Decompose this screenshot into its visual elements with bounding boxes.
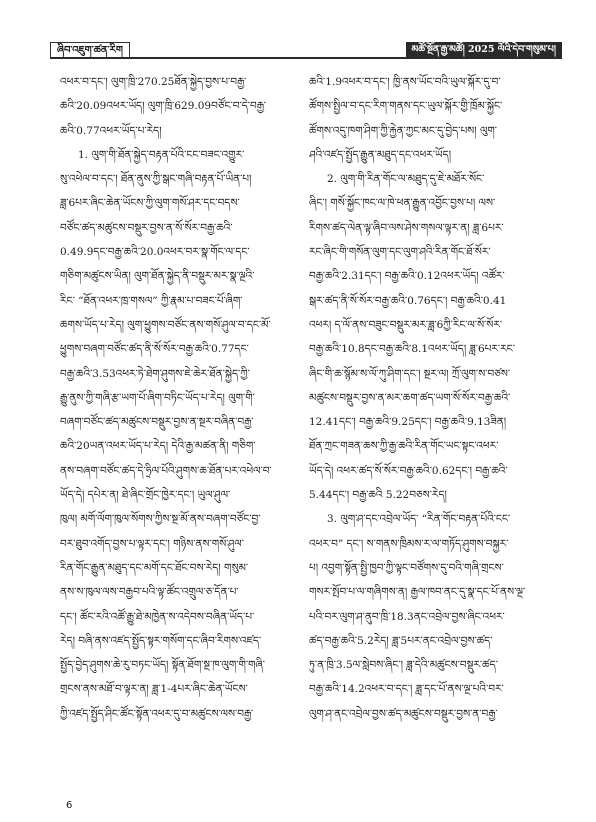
text-line: པ། འབྱག་སྟོན་སྤྱི་ཁྱབ་ཀྱི་ལྟང་བཙོགས་དུ་བའི་གཞི་གྲངས་: [309, 561, 504, 574]
page-header: [0, 42, 596, 58]
journal-title: མཚོ་སྔོན་རྒྱ་མཚོ། 2025 ལོའི་དེབ་གསུམ་པ།: [406, 42, 562, 57]
page-number: 6: [66, 800, 73, 811]
text-line: ཚོགས་སྤྱིལ་བ་དང་རིག་གནས་དང་ཡུལ་སྐོར་གྱི་ཁྲོམ་སྐྱོང་: [309, 100, 503, 113]
text-line: གཅིག་མཚུངས་ཡིན། ལུག་ཐོན་སྐྱེད་ནི་བསྡུར་མར་སྣ་ལྔའི་: [60, 270, 255, 283]
text-line: རིན་གོང་རྒྱུན་མཐུད་དང་མགོ་དང་ཐོང་བས་རེད། གསུམ་: [60, 561, 249, 574]
text-line: 2. ལུག་གི་རིན་གོང་ལ་མཐུད་དུ་ཇེ་མཐོར་སོང་: [327, 173, 485, 186]
text-line: མཚུངས་བསྡུར་བྱས་ན་མར་ཆག་ཚད་ཡག་སོ་སོར་བརྒྱ་ཆའི་: [309, 391, 511, 404]
text-line: ཚོགས་འདུ་ཁག་ཤིག་ཀྱི་རྐྱེན་ཀྱང་མང་དུ་བྱེད་པས། ལུག་: [309, 124, 497, 137]
text-line: རིང་ “ཐོན་འཕར་ཁྲ་གསལ” ཀྱི་རྣམ་པ་བཟང་པོ་ཞིག་: [60, 294, 243, 307]
text-line: གསར་སྤོབ་པ་ལ་གཞིགས་ན། རྒྱལ་ཁབ་ནང་དུ་སྣ་དང་པོ་ནས་ལྔ་: [309, 586, 526, 599]
text-line: ཏུ་ན་ཁྲི་3.5ལ་སླེབས་ཞིང་། ཟླ་དེའི་མཚུངས་བསྡུར་ཚད་: [309, 659, 498, 672]
text-line: གྲངས་ནས་མཐོ་བ་ལྟར་ན། ཟླ་1-4པར་ཞིང་ཆེན་ཡོངས་: [60, 683, 248, 696]
text-line: ཆའི་0.77འཕར་ཡོད་པ་རེད།: [60, 124, 162, 137]
text-line: སྤྱོད་བྱེད་ཤུགས་ཆེ་རུ་བཏང་ཡོད། སྟོན་ཐོག་སྔ་ཁ་ལུག་གི་གཞི་: [60, 659, 265, 672]
text-line: རང་ཞིང་གི་གསོན་ལུག་དང་ལུག་ཤའི་རིན་གོང་ཐོ་སོར་: [309, 246, 491, 259]
text-line: བཙོང་ཚད་མཚུངས་བསྡུར་བྱས་ན་སོ་སོར་བརྒྱ་ཆའི་: [60, 221, 233, 234]
text-line: སུ་འཕེལ་བ་དང་། ཐོན་ནུས་ཀྱི་སྒང་གཞི་བརྟན་པོ་ཡིན་པ།: [60, 173, 252, 186]
text-line: ཤའི་འཛད་སྤྱོད་རྒྱུན་མཐུད་དང་འཕར་ཡོད།: [309, 148, 452, 161]
text-line: ཆའི་20ཡན་འཕར་ཡོད་པ་རེད། དེའི་རྒྱ་མཚན་ནི། གཅིག་: [60, 440, 256, 453]
text-line: ཡོད་དེ། དཔེར་ན། ཐེ་ཞིང་གྲོང་ཁྱེར་དང་། ཡུལ་ཤུལ་: [60, 489, 231, 502]
text-line: འཕར་བ་དང་། ལུག་ཁྲི་270.25ཐོན་སྐྱེད་བྱས་པ་བརྒྱ་: [60, 76, 247, 88]
text-line: འཕར། ད་ལོ་ནས་བཟུང་བསྡུར་མར་ཟླ་6ཀྱི་རིང་ལ་སོ་སོར་: [309, 318, 503, 331]
text-line: རིགས་ཚད་ལེན་ལྟ་ཞིབ་ལས་ཤེས་གསལ་ལྟར་ན། ཟླ་6པར་: [309, 221, 504, 234]
text-line: ཞིང་། གསོ་སྐྱོང་ཁང་ལ་ཁེ་ཕན་རྒྱུན་འབྱོང་བྱས་པ། ལས་: [309, 197, 496, 210]
header-rule: [50, 57, 562, 59]
text-line: རེད། བཞི་ནས་འཛད་སྤྱོད་སྟར་གསོག་དང་ཞིབ་རིགས་འཛད་: [60, 634, 262, 647]
right-text-column: [309, 70, 545, 726]
text-line: 3. ལུག་ཤ་དང་འབྲེལ་ཡོད་ “རིན་གོང་བརྟན་པོའི་ངང་: [327, 513, 511, 526]
text-line: ཚད་བརྒྱ་ཆའི་5.2རེད། ཟླ་5པར་ནང་འབྲེལ་བྱས་ཚད་: [309, 634, 493, 647]
text-line: འཕར་བ” དང་། ས་གནས་ཁྲིམས་ར་ལ་གཏོད་ཤུགས་བསྐྱར་: [309, 537, 509, 550]
text-line: ཐོན་ཀྲང་གཟན་ཆས་ཀྱི་རྒྱ་ཆའི་རིན་གོང་ཡང་སྟང་འཕར་: [309, 440, 499, 453]
text-line: ཞིང་གི་ཆ་སྙོམ་ས་ལོ་ཀུ་ཤིག་དང་། སྔར་ལ། ཀྲོ་ལུག་ས་བཙས་: [309, 367, 511, 380]
text-line: ཁུལ། མགོ་ལོག་ཁུལ་སོགས་ཀྱིས་སྔ་མོ་ནས་བཞག་བཙོང་བྱ་: [60, 513, 261, 526]
text-line: བརྒྱ་ཆའི་2.31དང་། བརྒྱ་ཆའི་0.12འཕར་ཡོད། འཚོར་: [309, 270, 505, 283]
text-line: རྒྱུ་ནུས་ཀྱི་གཞི་རྩ་ཡག་པོ་ཞིག་བཏིང་ཡོད་པ་རེད། ལུག་གི་: [60, 391, 255, 404]
section-title: ཞིབ་འཇུག་ཚན་རིག: [50, 42, 130, 59]
text-line: ནས་ས་ཁུལ་ལས་བརྒྱབ་པའི་ལྟ་ཚོང་འགྲུལ་ཅ་དོན་པ་: [60, 586, 239, 599]
text-line: པའི་བར་ལུག་ཤ་ནུབ་ཁྲི་18.3ནང་འབྲེལ་བྱས་ཞིང་འཕར་: [309, 610, 505, 623]
text-line: ལུག་ཤ་ནང་འབྲེལ་བྱས་ཚད་མཚུངས་བསྡུར་བྱས་ན་བརྒྱ་: [309, 707, 498, 720]
text-line: བར་ཐུབ་འགོད་བྱས་པ་ལྟར་དང་། གཉིས་ནས་གསོ་ཤུལ་: [60, 537, 244, 550]
text-line: ཆགས་ཡོད་པ་རེད། ལུག་ཕྱུགས་བཙོང་ནས་གསོ་ཤུལ་བ་དང་མོ་: [60, 318, 271, 331]
text-line: ཡོད་དེ། འཕར་ཚད་སོ་སོར་བརྒྱ་ཆའི་0.62དང་། བརྒྱ་ཆའི་: [309, 464, 508, 477]
text-line: སྒར་ཚད་ནི་སོ་སོར་བརྒྱ་ཆའི་0.76དང་། བརྒྱ་ཆའི་0.41: [309, 294, 507, 307]
text-line: ཟླ་6པར་ཞིང་ཆེན་ཡོངས་ཀྱི་ལུག་གསོ་ཤར་དང་བདས་: [60, 197, 240, 210]
text-line: ནས་བཞག་བཙོང་ཚད་དེ་ཧྲིལ་པོའི་ཤུགས་ཆ་ཐོན་པར་འཕེལ་བ་: [60, 464, 272, 477]
text-line: 0.49.9དང་བརྒྱ་ཆའི་20.0འཕར་བར་སྣ་གོང་ལ་དང་: [60, 246, 250, 259]
text-line: ཆའི་20.09འཕར་ཡོད། ལུག་ཁྲི་629.09བཙོང་བ་དེ་བརྒྱ་: [60, 100, 267, 113]
text-line: བརྒྱ་ཆའི་10.8དང་བརྒྱ་ཆའི་8.1འཕར་ཡོད། ཟླ་6པར་རང་: [309, 343, 515, 356]
text-line: 12.41དང་། བརྒྱ་ཆའི་9.25དང་། བརྒྱ་ཆའི་9.13ཟིན།: [309, 416, 507, 429]
text-line: བརྒྱ་ཆའི་14.2འཕར་བ་དང་། ཟླ་དང་པོ་ནས་ལྔ་པའི་བར་: [309, 683, 504, 696]
text-line: བཞག་བཙོང་ཚད་མཚུངས་བསྡུར་བྱས་ན་སྔར་བཞིན་བརྒྱ་: [60, 416, 254, 429]
text-line: དང་། ཚོང་རའི་འཚོ་རྒྱུ་ཐེ་མཁྱེན་ས་འདེབས་བཞིན་ཡོད་པ་: [60, 610, 255, 623]
text-line: 1. ལུག་གི་ཐོན་སྐྱེད་བརྟན་པོའི་ངང་བཟང་འགྱུར་: [78, 148, 245, 161]
text-line: 5.44དང་། བརྒྱ་ཆའི 5.22བཅས་རེད།: [309, 489, 447, 502]
text-line: བརྒྱ་ཆའི་3.53འཕར་ཏེ་ཐེག་ཤུགས་ཇེ་ཆེར་ཐོན་སྐྱེད་ཀྱི་: [60, 367, 250, 380]
text-line: ཕྱུགས་བཞག་བཙོང་ཚད་ནི་སོ་སོར་བརྒྱ་ཆའི་0.77དང་: [60, 343, 249, 356]
text-line: ཆའི་1.9འཕར་བ་དང་། ཁྱི་ནས་ཡོང་བའི་ཡུལ་སྐོར་དུ་བ་: [309, 76, 501, 88]
left-text-column: [60, 70, 296, 726]
text-line: ཀྱི་འཛད་སྤྱོད་ཤིང་ཚོང་སྟོན་འཕར་དུ་བ་མཚུངས་ལས་བརྒྱ་: [60, 707, 254, 720]
